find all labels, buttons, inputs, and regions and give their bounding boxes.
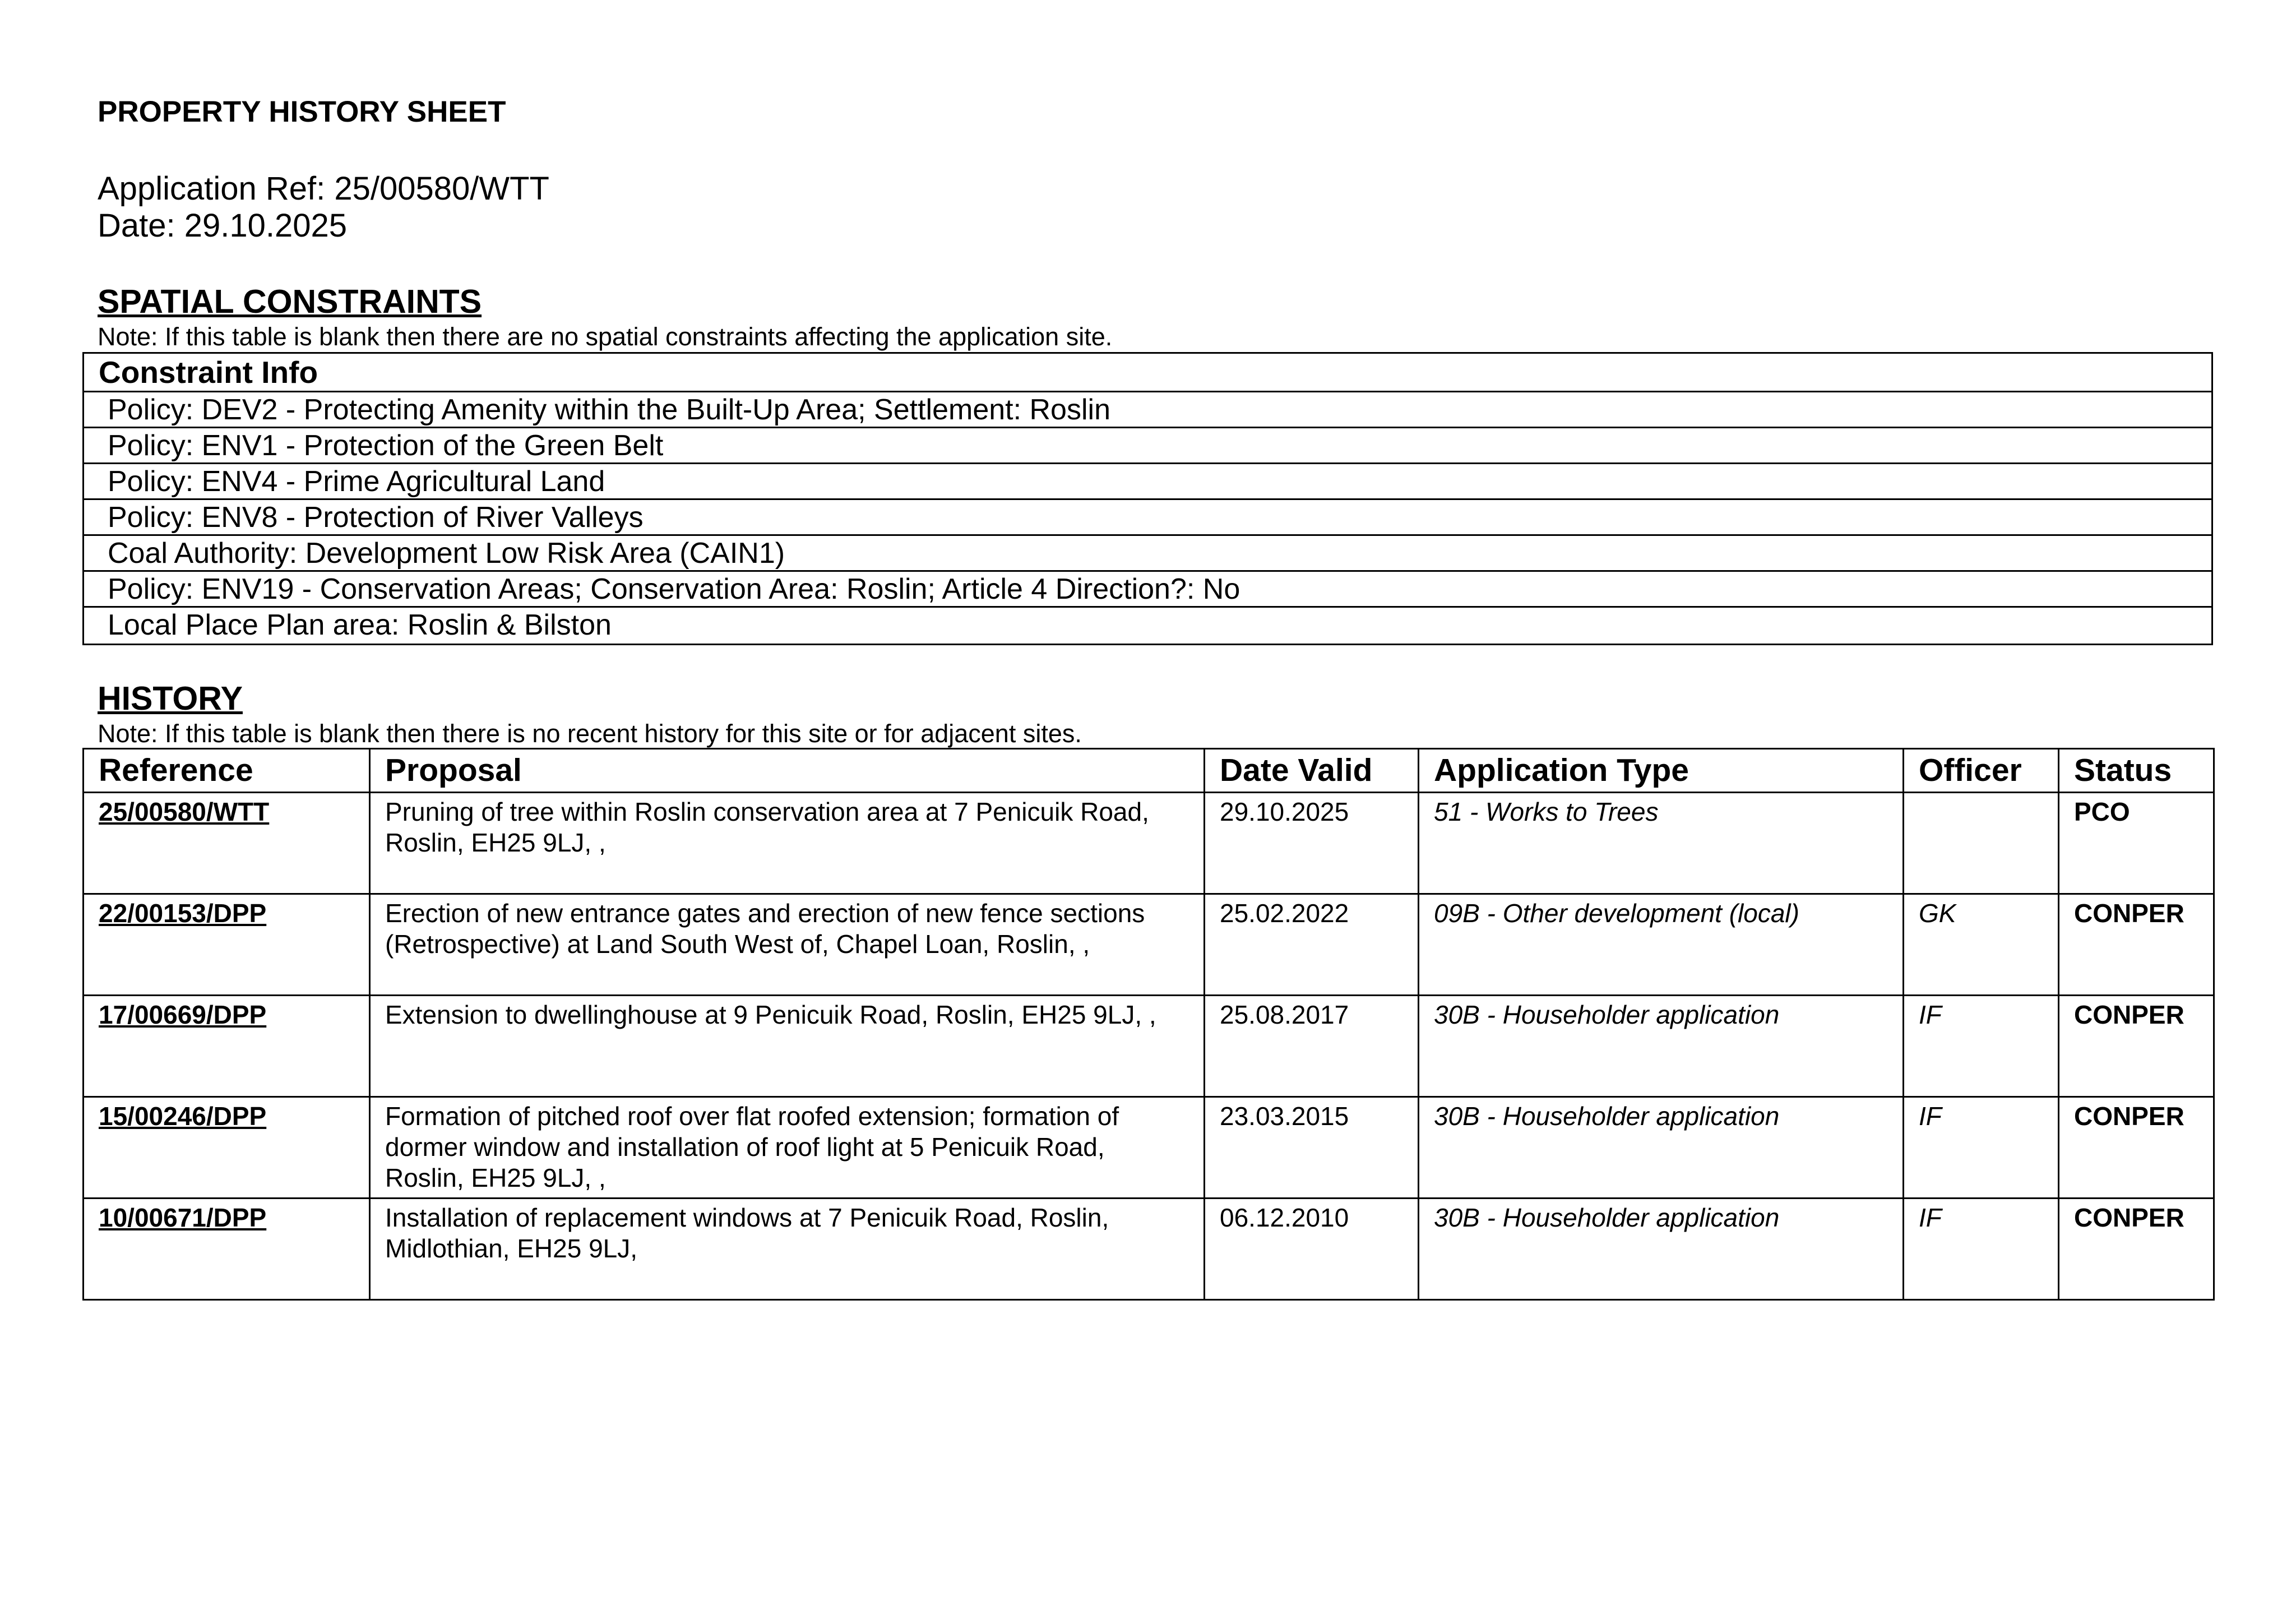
proposal-cell: Formation of pitched roof over flat roofed extension; formation of dormer window and installation of roof light at 5 Penicuik Road, Roslin, EH25 9LJ, , (370, 1097, 1205, 1199)
constraints-table-header: Constraint Info (84, 354, 2211, 392)
reference-link[interactable]: 10/00671/DPP (99, 1203, 267, 1232)
history-table-header-row (84, 749, 2214, 793)
spatial-constraints-note: Note: If this table is blank then there are no spatial constraints affecting the application site. (98, 322, 1113, 351)
proposal-cell: Pruning of tree within Roslin conservation area at 7 Penicuik Road, Roslin, EH25 9LJ, , (370, 793, 1205, 894)
reference-cell (84, 894, 370, 996)
officer-cell (1904, 793, 2059, 894)
constraint-row: Policy: ENV19 - Conservation Areas; Conservation Area: Roslin; Article 4 Direction?: No (84, 572, 2211, 608)
table-row (84, 1097, 2214, 1199)
column-header-proposal: Proposal (370, 749, 1205, 793)
date-valid-cell: 23.03.2015 (1205, 1097, 1419, 1199)
column-header-date-valid: Date Valid (1205, 749, 1419, 793)
proposal-cell: Extension to dwellinghouse at 9 Penicuik Road, Roslin, EH25 9LJ, , (370, 996, 1205, 1097)
officer-cell: GK (1904, 894, 2059, 996)
constraint-row: Policy: DEV2 - Protecting Amenity within the Built-Up Area; Settlement: Roslin (84, 392, 2211, 428)
status-cell: PCO (2059, 793, 2214, 894)
history-note: Note: If this table is blank then there is no recent history for this site or for adjacent sites. (98, 719, 1082, 748)
status-cell: CONPER (2059, 1199, 2214, 1300)
constraint-row: Policy: ENV8 - Protection of River Valleys (84, 500, 2211, 536)
column-header-status: Status (2059, 749, 2214, 793)
table-row (84, 793, 2214, 894)
proposal-cell: Installation of replacement windows at 7 Penicuik Road, Roslin, Midlothian, EH25 9LJ, (370, 1199, 1205, 1300)
constraint-row: Coal Authority: Development Low Risk Area (CAIN1) (84, 536, 2211, 572)
column-header-reference: Reference (84, 749, 370, 793)
history-heading: HISTORY (98, 680, 243, 717)
application-type-cell: 51 - Works to Trees (1419, 793, 1904, 894)
application-type-cell: 30B - Householder application (1419, 996, 1904, 1097)
reference-link[interactable]: 25/00580/WTT (99, 797, 270, 826)
table-row (84, 1199, 2214, 1300)
document-title: PROPERTY HISTORY SHEET (98, 95, 506, 128)
reference-cell (84, 1097, 370, 1199)
status-cell: CONPER (2059, 996, 2214, 1097)
reference-link[interactable]: 17/00669/DPP (99, 1000, 267, 1029)
date-valid-cell: 25.08.2017 (1205, 996, 1419, 1097)
column-header-officer: Officer (1904, 749, 2059, 793)
spatial-constraints-heading: SPATIAL CONSTRAINTS (98, 283, 482, 320)
table-row (84, 996, 2214, 1097)
reference-link[interactable]: 15/00246/DPP (99, 1102, 267, 1131)
status-cell: CONPER (2059, 1097, 2214, 1199)
application-type-cell: 30B - Householder application (1419, 1199, 1904, 1300)
history-table (82, 748, 2215, 1301)
constraint-row: Local Place Plan area: Roslin & Bilston (108, 609, 612, 641)
application-type-cell: 30B - Householder application (1419, 1097, 1904, 1199)
officer-cell: IF (1904, 1097, 2059, 1199)
reference-link[interactable]: 22/00153/DPP (99, 899, 267, 928)
officer-cell: IF (1904, 1199, 2059, 1300)
document-date: Date: 29.10.2025 (98, 207, 348, 244)
date-valid-cell: 29.10.2025 (1205, 793, 1419, 894)
table-row (84, 894, 2214, 996)
reference-cell (84, 1199, 370, 1300)
column-header-application-type: Application Type (1419, 749, 1904, 793)
date-valid-cell: 25.02.2022 (1205, 894, 1419, 996)
constraint-row: Policy: ENV1 - Protection of the Green Belt (84, 428, 2211, 464)
application-type-cell: 09B - Other development (local) (1419, 894, 1904, 996)
reference-cell (84, 996, 370, 1097)
reference-cell (84, 793, 370, 894)
constraints-table (82, 352, 2213, 645)
application-ref: Application Ref: 25/00580/WTT (98, 170, 549, 207)
date-valid-cell: 06.12.2010 (1205, 1199, 1419, 1300)
officer-cell: IF (1904, 996, 2059, 1097)
constraint-row: Policy: ENV4 - Prime Agricultural Land (84, 464, 2211, 500)
proposal-cell: Erection of new entrance gates and erection of new fence sections (Retrospective) at Land South West of, Chapel Loan, Roslin, , (370, 894, 1205, 996)
status-cell: CONPER (2059, 894, 2214, 996)
